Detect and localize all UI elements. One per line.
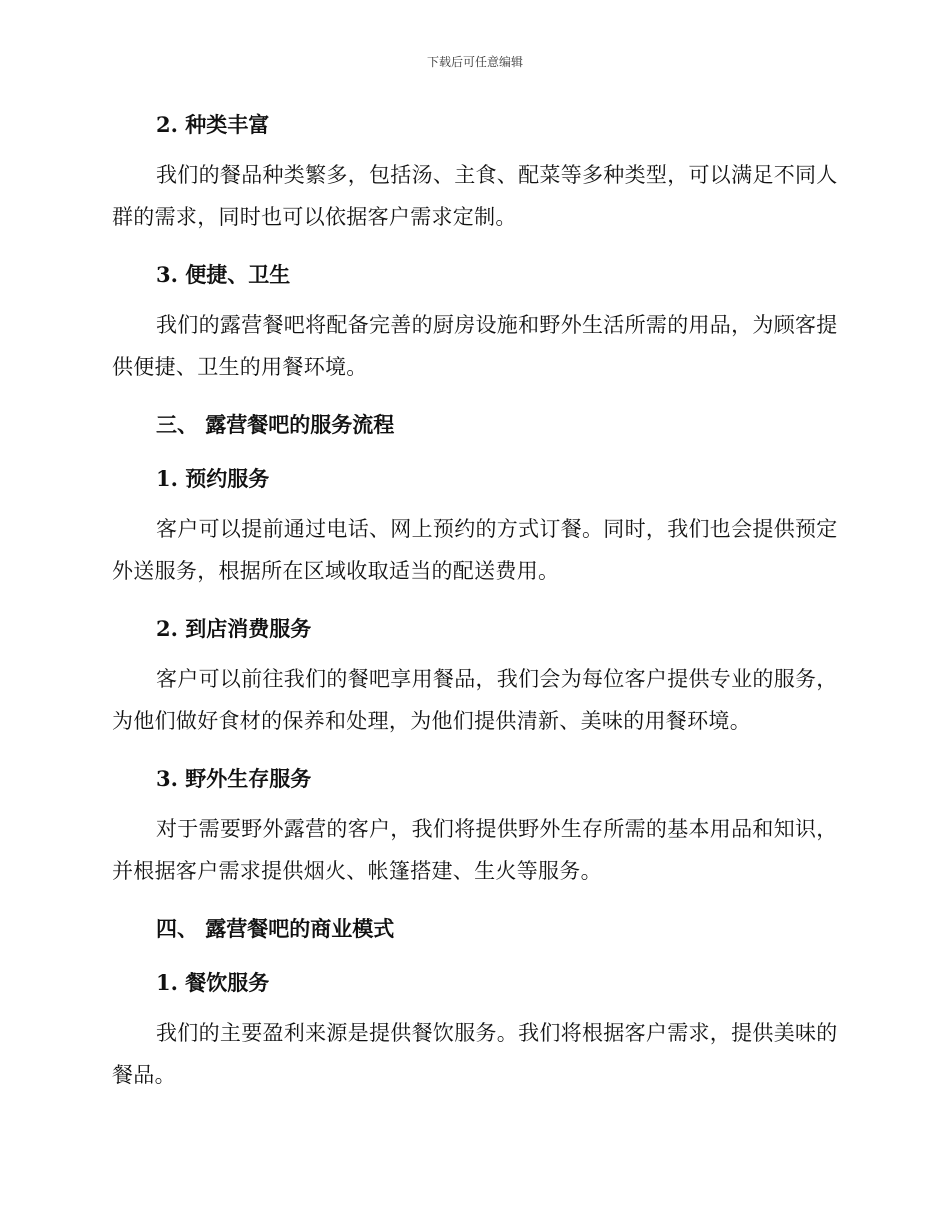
paragraph: 我们的露营餐吧将配备完善的厨房设施和野外生活所需的用品，为顾客提供便捷、卫生的用餐环境。 xyxy=(112,313,838,379)
section-heading: 1. 预约服务 xyxy=(156,466,270,491)
section-heading: 2. 到店消费服务 xyxy=(156,616,312,641)
chapter-heading: 三、 露营餐吧的服务流程 xyxy=(156,412,395,437)
paragraph: 对于需要野外露营的客户，我们将提供野外生存所需的基本用品和知识，并根据客户需求提供烟火、帐篷搭建、生火等服务。 xyxy=(112,817,838,883)
section-heading: 2. 种类丰富 xyxy=(156,112,270,137)
paragraph: 客户可以提前通过电话、网上预约的方式订餐。同时，我们也会提供预定外送服务，根据所在区域收取适当的配送费用。 xyxy=(112,517,838,583)
paragraph: 我们的主要盈利来源是提供餐饮服务。我们将根据客户需求，提供美味的餐品。 xyxy=(112,1021,838,1087)
section-heading: 1. 餐饮服务 xyxy=(156,970,270,995)
paragraph: 客户可以前往我们的餐吧享用餐品，我们会为每位客户提供专业的服务，为他们做好食材的保养和处理，为他们提供清新、美味的用餐环境。 xyxy=(112,667,838,733)
section-heading: 3. 便捷、卫生 xyxy=(156,262,291,287)
chapter-heading: 四、 露营餐吧的商业模式 xyxy=(156,916,395,941)
section-heading: 3. 野外生存服务 xyxy=(156,766,312,791)
document-body xyxy=(112,108,838,1096)
page-header: 下载后可任意编辑 xyxy=(426,55,523,69)
paragraph: 我们的餐品种类繁多，包括汤、主食、配菜等多种类型，可以满足不同人群的需求，同时也可以依据客户需求定制。 xyxy=(112,163,838,229)
